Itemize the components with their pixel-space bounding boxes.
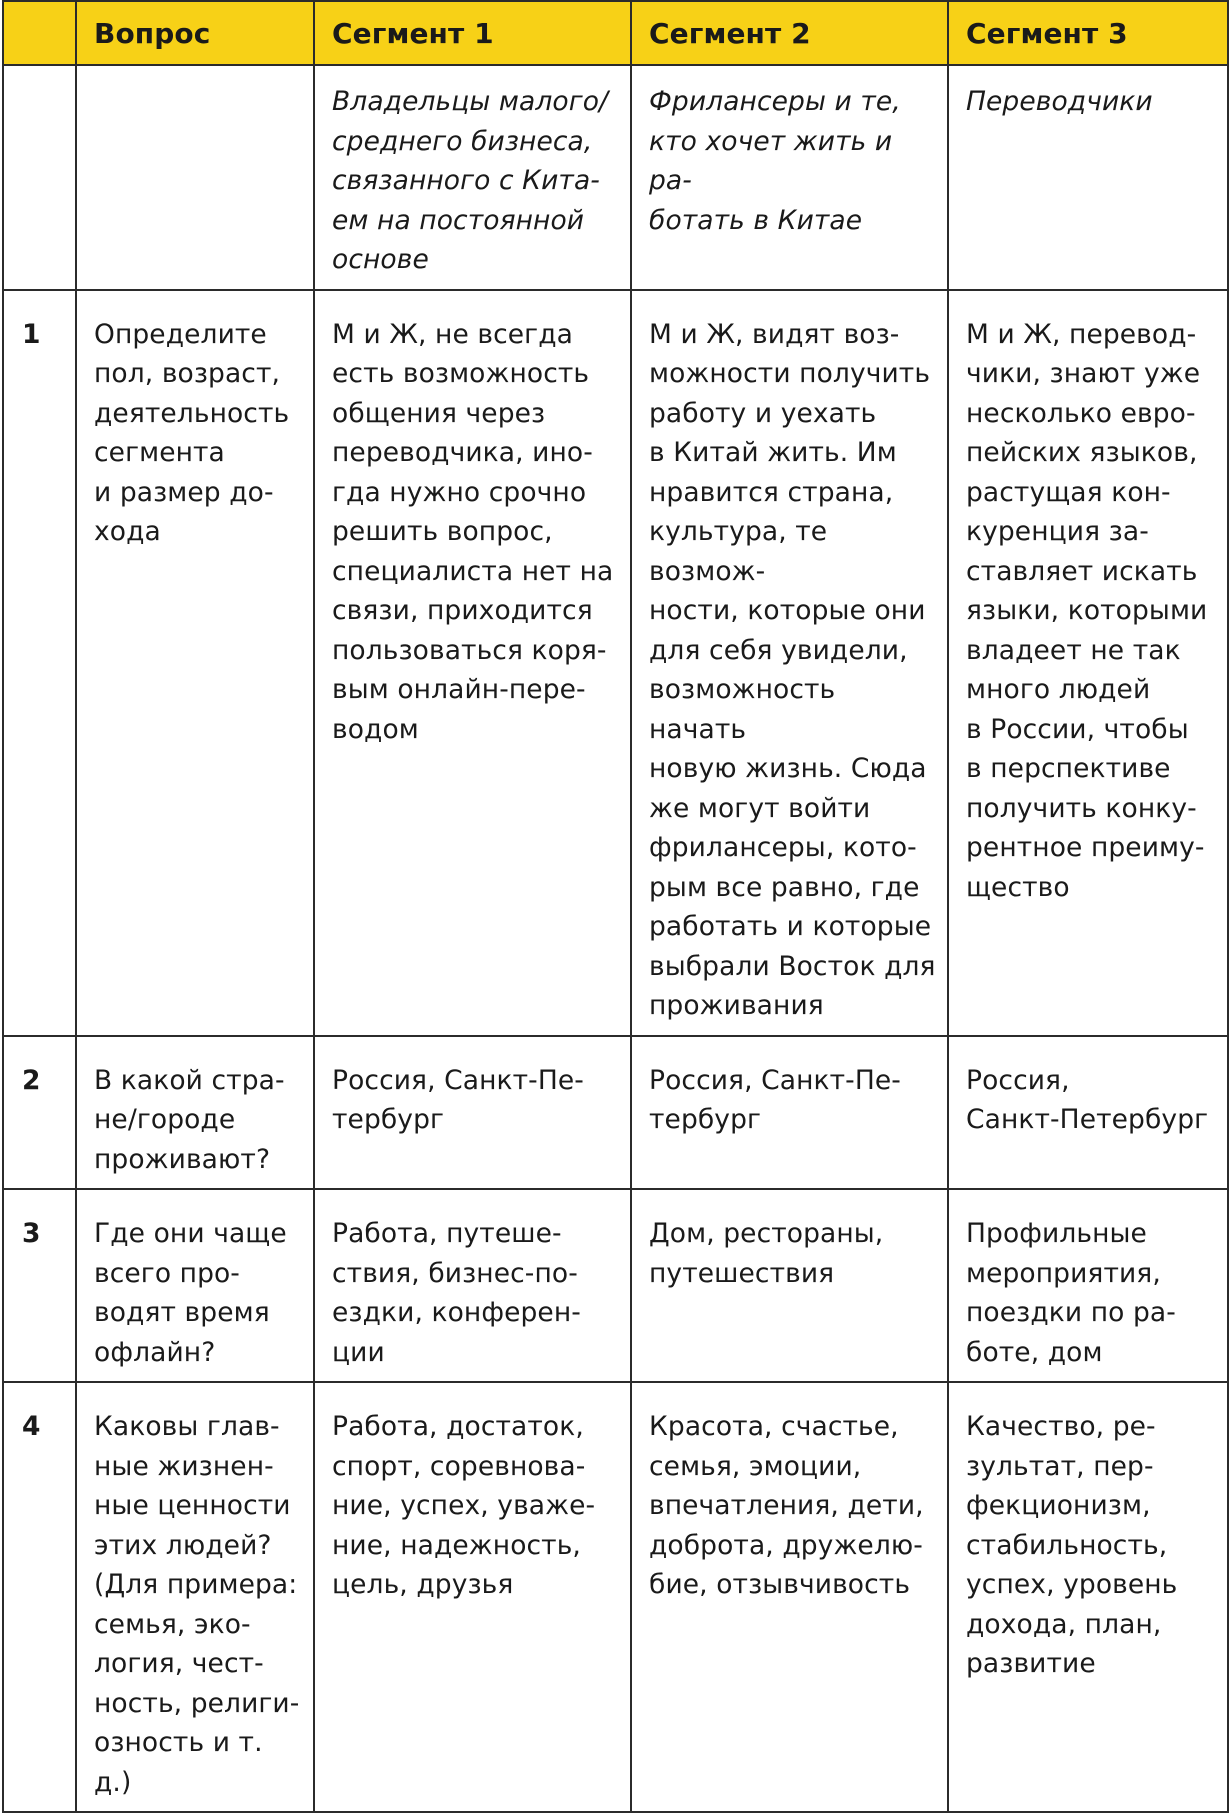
table-row [3,1036,1228,1190]
header-num [3,1,76,65]
table-row [3,1382,1228,1812]
segment-3-cell: Россия, Санкт-Петербург [948,1036,1228,1190]
row-number: 1 [3,290,76,1036]
segment-1-description: Владельцы малого/ среднего бизнеса, связанного с Кита- ем на постоянной основе [314,65,631,290]
segment-3-cell: М и Ж, перевод- чики, знают уже несколько евро- пейских языков, растущая кон- куренция за- ставляет искать языки, которыми владеет не так много людей в России, чтобы в перспективе получить конку- рентное преиму- щество [948,290,1228,1036]
segment-3-description: Переводчики [948,65,1228,290]
question-cell: Каковы глав- ные жизнен- ные ценности этих людей? (Для примера: семья, эко- логия, чест- ность, религи- озность и т. д.) [76,1382,314,1812]
segment-1-cell: Россия, Санкт-Пе- тербург [314,1036,631,1190]
table-header [3,1,1228,65]
header-segment-1: Сегмент 1 [314,1,631,65]
header-segment-3: Сегмент 3 [948,1,1228,65]
header-row [3,1,1228,65]
segment-table [2,0,1229,1813]
segment-1-cell: Работа, путеше- ствия, бизнес-по- ездки, конферен- ции [314,1189,631,1382]
segment-2-cell: М и Ж, видят воз- можности получить работу и уехать в Китай жить. Им нравится страна, культура, те возмож- ности, которые они для себя увидели, возможность начать новую жизнь. Сюда же могут войти фрилансеры, кото- рым все равно, где работать и которые выбрали Восток для проживания [631,290,948,1036]
question-cell: В какой стра- не/городе проживают? [76,1036,314,1190]
segment-1-cell: Работа, достаток, спорт, соревнова- ние, успех, уваже- ние, надежность, цель, друзья [314,1382,631,1812]
row-number: 4 [3,1382,76,1812]
segment-2-cell: Дом, рестораны, путешествия [631,1189,948,1382]
row-number: 3 [3,1189,76,1382]
row-number [3,65,76,290]
table-row [3,1189,1228,1382]
segment-3-cell: Качество, ре- зультат, пер- фекционизм, стабильность, успех, уровень дохода, план, развитие [948,1382,1228,1812]
segment-2-cell: Россия, Санкт-Пе- тербург [631,1036,948,1190]
row-number: 2 [3,1036,76,1190]
header-segment-2: Сегмент 2 [631,1,948,65]
question-cell: Где они чаще всего про- водят время офлайн? [76,1189,314,1382]
segment-2-description: Фрилансеры и те, кто хочет жить и ра- ботать в Китае [631,65,948,290]
question-cell [76,65,314,290]
segment-1-cell: М и Ж, не всегда есть возможность общения через переводчика, ино- гда нужно срочно решить вопрос, специалиста нет на связи, приходится пользоваться коря- вым онлайн-пере- водом [314,290,631,1036]
table-row [3,290,1228,1036]
table-body [3,65,1228,1812]
header-question: Вопрос [76,1,314,65]
table-row [3,65,1228,290]
question-cell: Определите пол, возраст, деятельность сегмента и размер до- хода [76,290,314,1036]
segment-2-cell: Красота, счастье, семья, эмоции, впечатления, дети, доброта, дружелю- бие, отзывчивость [631,1382,948,1812]
segment-3-cell: Профильные мероприятия, поездки по ра- боте, дом [948,1189,1228,1382]
